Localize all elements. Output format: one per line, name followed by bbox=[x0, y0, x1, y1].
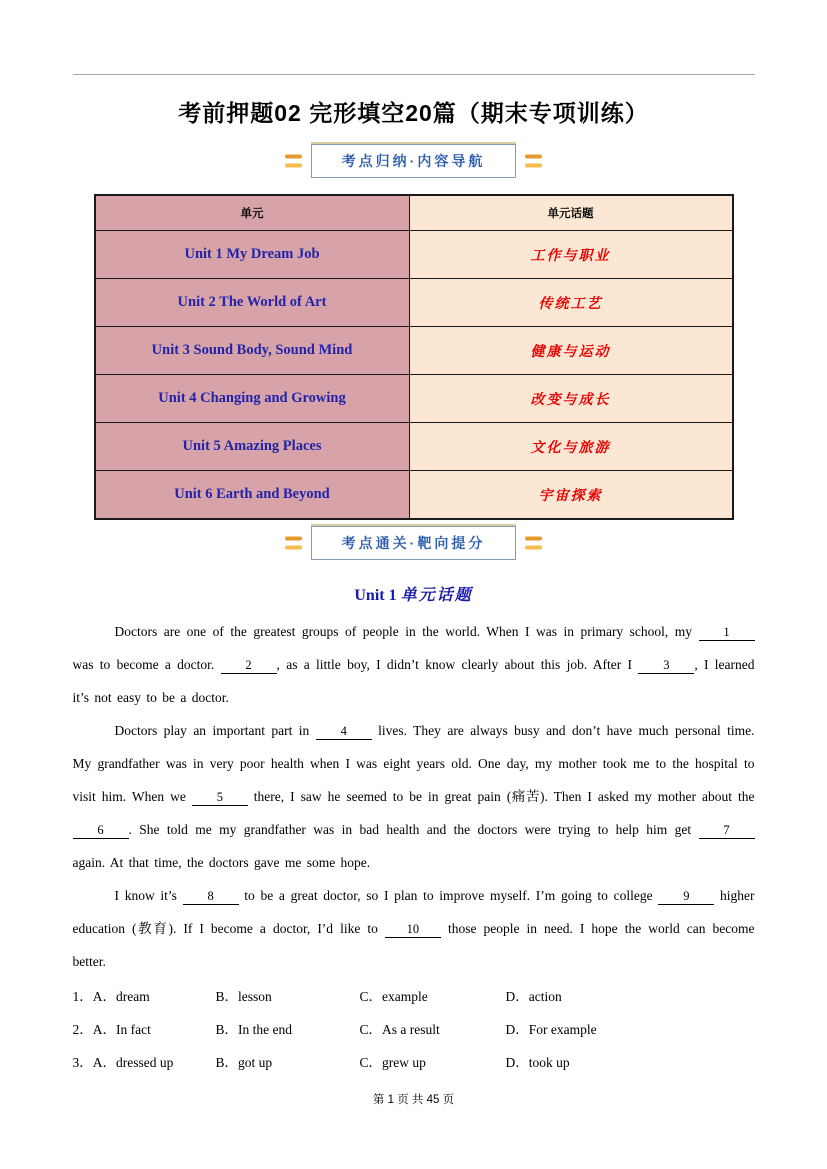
blank-underline: 4 bbox=[316, 724, 372, 740]
top-divider bbox=[73, 74, 755, 75]
blank-underline: 10 bbox=[385, 922, 441, 938]
table-row bbox=[95, 375, 733, 423]
table-header-unit: 单元 bbox=[95, 195, 410, 231]
table-row bbox=[95, 471, 733, 520]
option-cell: B．lesson bbox=[215, 989, 272, 1004]
page-title: 考前押题02 完形填空20篇（期末专项训练） bbox=[178, 100, 649, 126]
blank-underline: 8 bbox=[183, 889, 239, 905]
paragraph: Doctors are one of the greatest groups of people in the world. When I was in primary school, my 1 was to become a doctor. 2 , as a little boy, I didn’t know clearly about this job. After I 3 , I learned it’s not easy to be a doctor. bbox=[72, 624, 755, 705]
blank-underline: 5 bbox=[192, 790, 248, 806]
topic-cell: 宇宙探索 bbox=[409, 471, 733, 520]
paragraph: Doctors play an important part in 4 lives. They are always busy and don’t have much personal time. My grandfather was in very poor health when I was eight years old. One day, my mother took me to the hospital to visit him. When we 5 there, I saw he seemed to be in great pain (痛苦). Then I asked my mother about the 6 . She told me my grandfather was in bad health and the doctors were trying to help him get 7 again. At that time, the doctors gave me some hope. bbox=[72, 723, 755, 870]
unit-cell: Unit 5 Amazing Places bbox=[95, 423, 410, 471]
unit-cell: Unit 1 My Dream Job bbox=[95, 231, 410, 279]
section-heading bbox=[73, 582, 755, 605]
section-heading-unit: Unit 1 bbox=[354, 587, 401, 604]
unit-cell: Unit 4 Changing and Growing bbox=[95, 375, 410, 423]
triple-bar-icon bbox=[525, 155, 542, 168]
boost-badge-label: 考点通关·靶向提分 bbox=[341, 535, 486, 551]
table-row bbox=[95, 231, 733, 279]
option-row bbox=[73, 1046, 755, 1079]
option-row bbox=[73, 1013, 755, 1046]
option-cell: C．As a result bbox=[359, 1022, 440, 1037]
blank-underline: 9 bbox=[658, 889, 714, 905]
option-cell: C．example bbox=[359, 989, 428, 1004]
blank-underline: 3 bbox=[638, 658, 694, 674]
options-list bbox=[73, 980, 755, 1079]
table-row bbox=[95, 327, 733, 375]
blank-underline: 2 bbox=[221, 658, 277, 674]
section-heading-topic: 单元话题 bbox=[400, 585, 473, 604]
triple-bar-icon bbox=[285, 537, 302, 550]
option-row bbox=[73, 980, 755, 1013]
topic-cell: 传统工艺 bbox=[409, 279, 733, 327]
blank-underline: 1 bbox=[699, 625, 755, 641]
unit-cell: Unit 3 Sound Body, Sound Mind bbox=[95, 327, 410, 375]
triple-bar-icon bbox=[285, 155, 302, 168]
option-cell: D．For example bbox=[505, 1022, 597, 1037]
table-row bbox=[95, 279, 733, 327]
nav-badge-label: 考点归纳·内容导航 bbox=[341, 153, 486, 169]
unit-cell: Unit 6 Earth and Beyond bbox=[95, 471, 410, 520]
topic-cell: 改变与成长 bbox=[409, 375, 733, 423]
option-cell: B．got up bbox=[215, 1055, 273, 1070]
triple-bar-icon bbox=[525, 537, 542, 550]
option-cell: C．grew up bbox=[359, 1055, 426, 1070]
option-cell: 3．A．dressed up bbox=[72, 1055, 174, 1070]
topic-cell: 健康与运动 bbox=[409, 327, 733, 375]
nav-badge bbox=[311, 144, 517, 178]
passage bbox=[73, 615, 755, 978]
blank-underline: 7 bbox=[699, 823, 755, 839]
blank-underline: 6 bbox=[73, 823, 129, 839]
option-cell: B．In the end bbox=[215, 1022, 292, 1037]
option-cell: D．action bbox=[505, 989, 562, 1004]
topic-cell: 文化与旅游 bbox=[409, 423, 733, 471]
unit-cell: Unit 2 The World of Art bbox=[95, 279, 410, 327]
paragraph: I know it’s 8 to be a great doctor, so I plan to improve myself. I’m going to college 9 higher education (教育). If I become a doctor, I’d like to 10 those people in need. I hope the world can become better. bbox=[72, 888, 755, 969]
option-cell: 1．A．dream bbox=[72, 989, 150, 1004]
table-header-row bbox=[95, 195, 733, 231]
topic-cell: 工作与职业 bbox=[409, 231, 733, 279]
table-header-topic: 单元话题 bbox=[409, 195, 733, 231]
page-footer: 第 1 页 共 45 页 bbox=[372, 1094, 455, 1106]
table-row bbox=[95, 423, 733, 471]
option-cell: D．took up bbox=[505, 1055, 570, 1070]
boost-badge bbox=[311, 526, 517, 560]
units-table bbox=[94, 194, 734, 520]
option-cell: 2．A．In fact bbox=[72, 1022, 151, 1037]
